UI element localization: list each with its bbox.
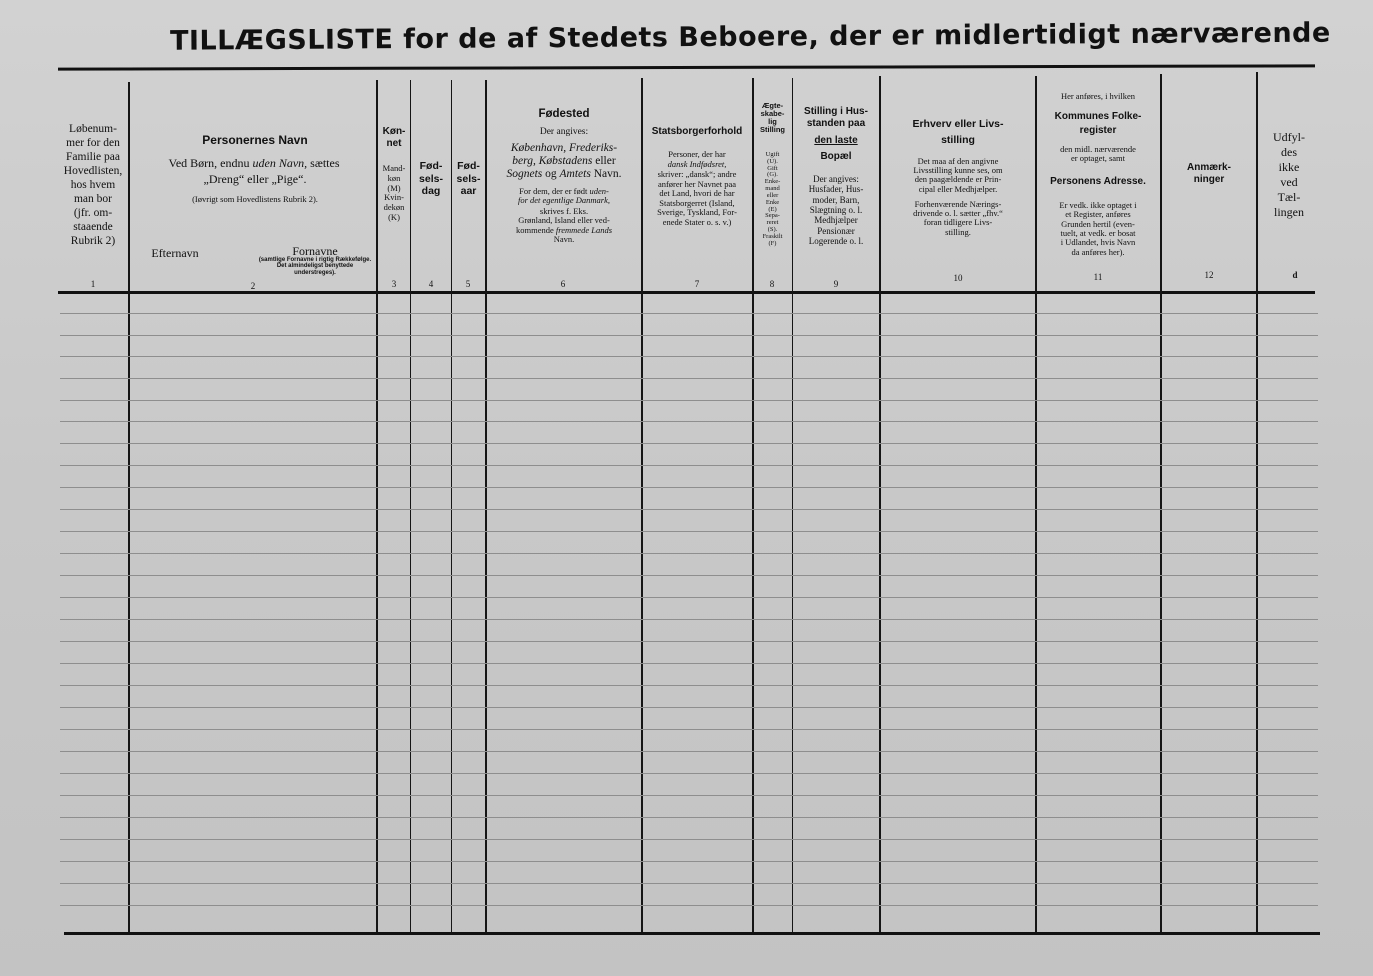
column-divider [485,80,487,932]
ruled-row [60,575,1318,576]
col2-number: 2 [250,281,256,291]
col7-heading: Statsborgerforhold [651,126,743,137]
col11-heading: Kommunes Folke- register [1054,111,1142,136]
col2-fornavne: Fornavne [292,244,338,258]
col11-number: 11 [1093,272,1103,282]
col3-text: Mand- køn (M) Kvin- dekøn (K) [382,163,406,222]
col13-heading: Udfyl- des ikke ved Tæl- lingen [1273,130,1305,219]
col9-heading-underlined: den laste [814,135,858,146]
ruled-row [60,509,1318,510]
ruled-row [60,313,1318,314]
col9-number: 9 [833,279,839,289]
ruled-row [60,883,1318,884]
ruled-row [60,773,1318,774]
ruled-row [60,487,1318,488]
ruled-row [60,400,1318,401]
col2-child-italic: uden Navn, [252,156,308,170]
col6-born-italic: uden- for det egentlige Danmark, [517,186,611,206]
col1-header: Løbenum- mer for den Familie paa Hovedlisten, hos hvem man bor (jfr. om- staaende Rubrik 2) [63,123,123,248]
ruled-row [60,707,1318,708]
ruled-row [60,553,1318,554]
col6-og: og [542,168,560,180]
col6-heading: Fødested [538,108,590,120]
col10-heading: Erhverv eller Livs- stilling [912,118,1004,146]
col6-line3 [488,187,640,206]
col9-heading: Stilling i Hus- standen paa [804,106,868,129]
column-divider [792,78,793,932]
col12-number: 12 [1204,270,1214,280]
col11-text2: Er vedk. ikke optaget i et Register, anføres Grunden hertil (even- tuelt, at vedk. er bosat i Udlandet, hvis Navn da anføres her). [1059,200,1137,257]
col7-text2: skriver: „dansk“; andre anfører her Navnet paa det Land, hvori de har Statsborgerret (Island, Sverige, Tyskland, For- enede Stater o. s. v.) [657,169,737,227]
col2-heading: Personernes Navn [202,133,308,147]
column-divider [879,76,881,932]
col8-heading: Ægte- skabe- lig Stilling [760,101,785,134]
col11-text1: den midl. nærværende er optaget, samt [1060,144,1136,163]
table-bottom-rule [64,932,1320,935]
col8-text: Ugift (U). Gift (G). Enke- mand eller Enke (E) Sepa- reret (S). Fraskilt (F) [762,151,783,247]
header-bottom-rule [58,291,1315,294]
ruled-row [60,685,1318,686]
col6-lands-navn: Navn. [553,234,575,245]
col4-number: 4 [428,279,434,289]
col6-foreign: fremmede Lands [555,224,612,235]
ruled-row [60,905,1318,906]
col6-line4 [488,207,640,244]
col12-heading: Anmærk- ninger [1187,162,1231,185]
col6-navn: Navn. [590,168,622,180]
column-divider [128,82,130,932]
col5-number: 5 [465,279,471,289]
ruled-row [60,729,1318,730]
ruled-row [60,817,1318,818]
ruled-row [60,597,1318,598]
ruled-row [60,378,1318,379]
ruled-row [60,619,1318,620]
col6-line1 [488,142,640,168]
col6-number: 6 [560,279,566,289]
ruled-row [60,531,1318,532]
ruled-row [60,861,1318,862]
col7-text1: Personer, der har [668,149,726,159]
header-top-rule [58,64,1315,70]
col6-amtets: Amtets [559,168,591,180]
ruled-row [60,641,1318,642]
col11-top: Her anføres, i hvilken [1060,91,1136,101]
col2-child-line [134,156,374,170]
col8-number: 8 [769,279,775,289]
col6-line2 [488,168,640,182]
ruled-row [60,795,1318,796]
ruled-row [60,356,1318,357]
ruled-row [60,335,1318,336]
col10-text1: Det maa af den angivne Livsstilling kunne ses, om den paagældende er Prin- cipal eller Medhjælper. [913,156,1003,194]
col6-sub: Der angives: [539,127,589,137]
column-divider [451,80,452,932]
col13-number: d [1292,270,1298,280]
col2-efternavn: Efternavn [151,246,199,260]
form-title: TILLÆGSLISTE for de af Stedets Beboere, der er midlertidigt nærværende [169,17,1331,57]
col11-heading2: Personens Adresse. [1050,176,1146,187]
col1-number: 1 [90,279,96,289]
col2-child-line2: „Dreng“ eller „Pige“. [203,172,307,186]
col2-child-text: Ved Børn, endnu [168,156,253,170]
ruled-row [60,421,1318,422]
ruled-row [60,751,1318,752]
col2-note: (Iøvrigt som Hovedlistens Rubrik 2). [192,194,318,204]
col10-number: 10 [953,273,963,283]
ruled-row [60,443,1318,444]
col6-born-text: For dem, der er født [519,186,590,196]
col4-heading: Fød- sels- dag [419,160,443,198]
col10-text2: Forhenværende Nærings- drivende o. l. sætter „fhv.“ foran tidligere Livs- stilling. [913,199,1003,237]
ruled-row [60,465,1318,466]
col5-heading: Fød- sels- aar [456,160,481,198]
col3-heading: Køn- net [382,126,406,149]
col7-number: 7 [694,279,700,289]
ruled-row [60,839,1318,840]
col7-text1-italic: dansk Indfødsret, [667,159,727,169]
col6-example: skrives f. Eks. Grønland, Island eller ved- kommende [515,206,610,235]
col9-text: Der angives: Husfader, Hus- moder, Barn, Slægtning o. l. Medhjælper Pensionær Logerende o. l. [808,174,864,247]
col6-sognets: Sognets [506,168,543,180]
col6-places: København, Frederiks- berg, Købstadens [510,142,618,168]
column-divider [1160,74,1162,932]
col9-heading-end: Bopæl [820,151,852,162]
col2-fornavne-note: (samtlige Fornavne i rigtig Rækkefølge. Det almindeligst benyttede understreges). [258,257,372,276]
ruled-row [60,663,1318,664]
col6-eller: eller [592,155,616,168]
col2-child-end: sættes [307,156,340,170]
col3-number: 3 [391,279,397,289]
